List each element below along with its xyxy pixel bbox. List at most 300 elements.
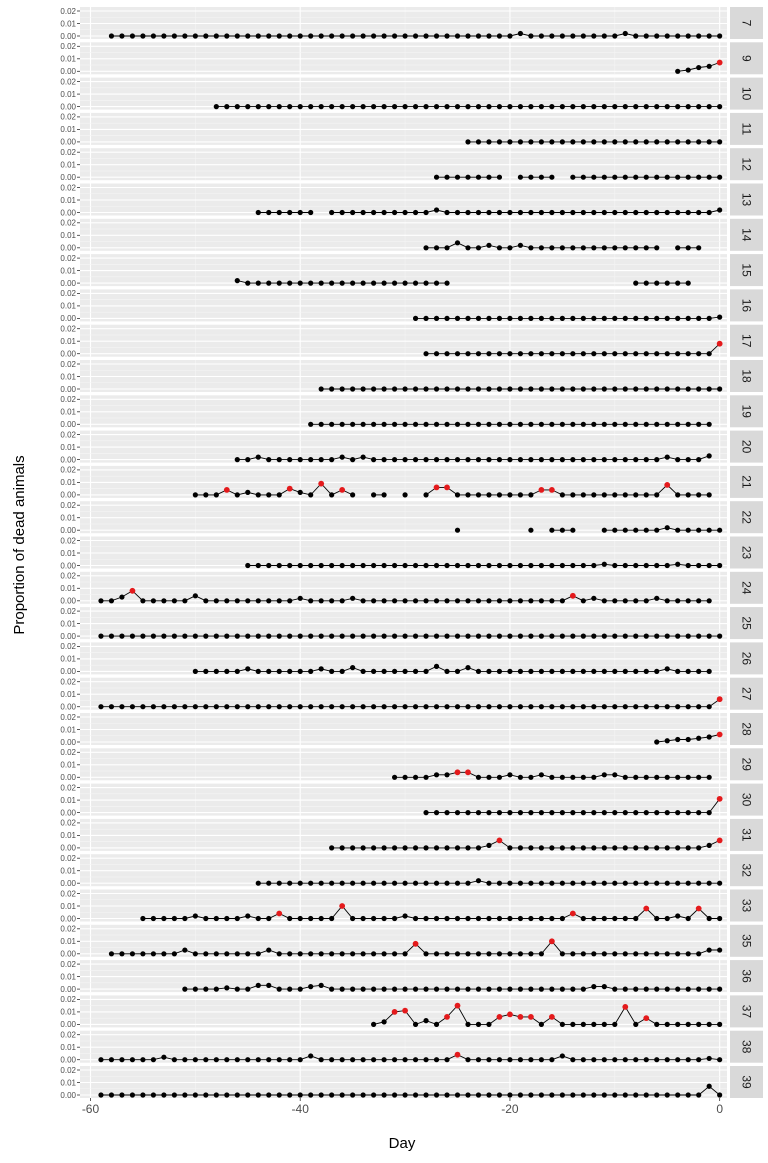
data-point	[235, 669, 240, 674]
data-point	[329, 457, 334, 462]
data-point	[497, 245, 502, 250]
data-point	[465, 422, 470, 427]
data-point	[382, 951, 387, 956]
data-point	[266, 634, 271, 639]
data-point	[675, 104, 680, 109]
data-point	[465, 104, 470, 109]
data-point	[455, 669, 460, 674]
data-point	[686, 139, 691, 144]
data-point	[560, 351, 565, 356]
data-point	[549, 210, 554, 215]
data-point	[245, 666, 250, 671]
data-point	[434, 881, 439, 886]
data-point	[665, 845, 670, 850]
data-point	[256, 563, 261, 568]
data-point	[644, 104, 649, 109]
data-point-peak	[413, 941, 419, 947]
data-point	[623, 987, 628, 992]
data-point	[319, 563, 324, 568]
data-point-peak	[717, 341, 723, 347]
data-point	[581, 775, 586, 780]
data-point	[612, 33, 617, 38]
data-point	[717, 881, 722, 886]
y-tick-label: 0.00	[60, 984, 76, 994]
data-point	[193, 634, 198, 639]
data-point	[528, 810, 533, 815]
data-point	[528, 245, 533, 250]
data-point	[528, 139, 533, 144]
data-point	[570, 351, 575, 356]
data-point	[507, 386, 512, 391]
data-point	[402, 775, 407, 780]
y-tick-label: 0.01	[60, 160, 76, 170]
data-point	[612, 563, 617, 568]
data-point	[455, 951, 460, 956]
data-point	[612, 210, 617, 215]
data-point	[455, 316, 460, 321]
data-point	[193, 593, 198, 598]
data-point	[560, 916, 565, 921]
strip-label: 16	[739, 298, 754, 313]
data-point	[413, 316, 418, 321]
data-point	[675, 69, 680, 74]
data-point	[654, 704, 659, 709]
strip-label: 22	[739, 510, 754, 524]
data-point	[455, 845, 460, 850]
data-point	[434, 1022, 439, 1027]
data-point	[465, 665, 470, 670]
data-point	[602, 881, 607, 886]
data-point	[319, 983, 324, 988]
data-point	[507, 422, 512, 427]
data-point	[455, 563, 460, 568]
data-point	[539, 351, 544, 356]
data-point	[591, 1022, 596, 1027]
data-point	[612, 175, 617, 180]
data-point	[444, 386, 449, 391]
data-point	[497, 457, 502, 462]
data-point	[665, 210, 670, 215]
data-point	[476, 1092, 481, 1097]
data-point	[413, 210, 418, 215]
data-point	[476, 987, 481, 992]
data-point	[486, 33, 491, 38]
data-point	[717, 1022, 722, 1027]
data-point	[256, 492, 261, 497]
data-point-peak	[643, 906, 649, 912]
data-point	[486, 563, 491, 568]
data-point	[686, 845, 691, 850]
data-point	[507, 1057, 512, 1062]
data-point	[665, 104, 670, 109]
data-point	[193, 492, 198, 497]
data-point	[633, 492, 638, 497]
data-point	[507, 457, 512, 462]
data-point	[423, 669, 428, 674]
data-point	[549, 916, 554, 921]
data-point	[654, 386, 659, 391]
data-point	[497, 1057, 502, 1062]
data-point	[591, 845, 596, 850]
data-point	[182, 916, 187, 921]
data-point	[686, 669, 691, 674]
data-point	[539, 669, 544, 674]
data-point	[245, 951, 250, 956]
data-point-peak	[570, 911, 576, 917]
y-tick-label: 0.01	[60, 1078, 76, 1088]
data-point	[507, 881, 512, 886]
data-point	[623, 1057, 628, 1062]
data-point	[518, 704, 523, 709]
data-point	[518, 457, 523, 462]
data-point	[602, 33, 607, 38]
data-point	[476, 457, 481, 462]
y-tick-label: 0.00	[60, 843, 76, 853]
strip-label: 23	[739, 545, 754, 560]
data-point	[161, 704, 166, 709]
data-point	[371, 457, 376, 462]
data-point	[602, 316, 607, 321]
data-point-peak	[549, 1014, 555, 1020]
data-point	[696, 634, 701, 639]
data-point	[444, 33, 449, 38]
data-point	[224, 1057, 229, 1062]
data-point	[423, 210, 428, 215]
data-point	[570, 845, 575, 850]
data-point	[581, 598, 586, 603]
data-point	[434, 810, 439, 815]
data-point	[392, 281, 397, 286]
data-point	[109, 634, 114, 639]
data-point	[497, 104, 502, 109]
data-point	[140, 1057, 145, 1062]
data-point	[518, 243, 523, 248]
data-point	[423, 1092, 428, 1097]
data-point	[476, 775, 481, 780]
strip-label: 31	[739, 828, 754, 842]
data-point	[340, 1057, 345, 1062]
data-point	[402, 457, 407, 462]
data-point	[686, 775, 691, 780]
data-point	[581, 492, 586, 497]
data-point	[402, 845, 407, 850]
data-point	[528, 563, 533, 568]
data-point	[434, 664, 439, 669]
data-point	[224, 916, 229, 921]
data-point	[654, 951, 659, 956]
y-tick-label: 0.02	[60, 359, 76, 369]
data-point	[235, 278, 240, 283]
data-point	[444, 281, 449, 286]
y-tick-label: 0.02	[60, 77, 76, 87]
data-point	[277, 33, 282, 38]
data-point	[350, 881, 355, 886]
data-point	[329, 104, 334, 109]
data-point	[560, 139, 565, 144]
data-point	[465, 33, 470, 38]
strip-label: 20	[739, 439, 754, 454]
data-point	[182, 987, 187, 992]
data-point	[665, 810, 670, 815]
data-point	[350, 457, 355, 462]
data-point	[214, 598, 219, 603]
data-point	[486, 987, 491, 992]
strip-label: 38	[739, 1040, 754, 1054]
data-point	[130, 33, 135, 38]
data-point	[570, 810, 575, 815]
data-point	[382, 845, 387, 850]
data-point	[298, 916, 303, 921]
y-tick-label: 0.00	[60, 773, 76, 783]
data-point	[130, 704, 135, 709]
data-point	[602, 210, 607, 215]
data-point	[707, 528, 712, 533]
data-point	[319, 422, 324, 427]
data-point	[686, 704, 691, 709]
y-tick-label: 0.02	[60, 995, 76, 1005]
data-point	[686, 386, 691, 391]
data-point	[98, 704, 103, 709]
data-point	[402, 386, 407, 391]
data-point	[591, 175, 596, 180]
data-point	[413, 598, 418, 603]
data-point	[287, 669, 292, 674]
data-point	[549, 245, 554, 250]
data-point	[423, 845, 428, 850]
data-point	[696, 736, 701, 741]
data-point	[172, 951, 177, 956]
data-point	[444, 704, 449, 709]
y-tick-label: 0.00	[60, 490, 76, 500]
data-point	[161, 1092, 166, 1097]
data-point	[329, 33, 334, 38]
data-point	[266, 281, 271, 286]
data-point	[245, 104, 250, 109]
y-tick-label: 0.00	[60, 879, 76, 888]
data-point	[287, 281, 292, 286]
data-point	[591, 245, 596, 250]
data-point	[350, 845, 355, 850]
data-point	[539, 881, 544, 886]
data-point	[560, 33, 565, 38]
y-tick-label: 0.01	[60, 337, 76, 346]
data-point	[528, 598, 533, 603]
data-point	[654, 316, 659, 321]
data-point	[665, 916, 670, 921]
data-point	[402, 210, 407, 215]
strip-label: 9	[739, 54, 754, 62]
data-point	[623, 104, 628, 109]
data-point	[119, 1092, 124, 1097]
data-point	[256, 1057, 261, 1062]
data-point	[109, 951, 114, 956]
data-point	[570, 245, 575, 250]
data-point	[570, 563, 575, 568]
data-point	[308, 457, 313, 462]
y-tick-label: 0.01	[60, 372, 76, 382]
data-point	[476, 139, 481, 144]
data-point	[465, 951, 470, 956]
panel-9	[60, 42, 763, 76]
data-point	[392, 634, 397, 639]
data-point-peak	[717, 60, 723, 66]
data-point	[560, 775, 565, 780]
y-tick-label: 0.00	[60, 1020, 76, 1030]
data-point	[256, 881, 261, 886]
data-point	[591, 984, 596, 989]
data-point	[266, 983, 271, 988]
data-point-peak	[518, 1014, 524, 1020]
y-tick-label: 0.01	[60, 831, 76, 841]
data-point	[235, 1092, 240, 1097]
data-point	[518, 422, 523, 427]
data-point	[518, 916, 523, 921]
data-point	[172, 33, 177, 38]
data-point	[465, 987, 470, 992]
data-point	[256, 281, 261, 286]
data-point	[518, 175, 523, 180]
y-tick-label: 0.02	[60, 818, 76, 828]
data-point	[560, 810, 565, 815]
data-point	[287, 987, 292, 992]
data-point	[308, 1092, 313, 1097]
data-point-peak	[549, 487, 555, 493]
data-point	[476, 492, 481, 497]
data-point	[707, 33, 712, 38]
data-point	[486, 386, 491, 391]
data-point	[382, 210, 387, 215]
data-point	[350, 916, 355, 921]
data-point	[696, 65, 701, 70]
data-point	[591, 951, 596, 956]
data-point	[539, 422, 544, 427]
y-tick-label: 0.02	[60, 430, 76, 440]
data-point	[361, 210, 366, 215]
data-point	[623, 669, 628, 674]
strip-label: 21	[739, 475, 754, 489]
data-point	[654, 739, 659, 744]
data-point	[612, 772, 617, 777]
data-point	[350, 665, 355, 670]
data-point	[549, 775, 554, 780]
data-point	[633, 916, 638, 921]
data-point	[497, 810, 502, 815]
data-point	[644, 951, 649, 956]
data-point	[497, 33, 502, 38]
data-point	[476, 669, 481, 674]
data-point	[371, 281, 376, 286]
data-point	[287, 916, 292, 921]
data-point	[423, 492, 428, 497]
data-point	[319, 634, 324, 639]
data-point	[423, 881, 428, 886]
data-point	[392, 881, 397, 886]
data-point-peak	[339, 487, 345, 493]
strip-label: 17	[739, 334, 754, 348]
data-point	[455, 457, 460, 462]
y-tick-label: 0.02	[60, 924, 76, 934]
data-point	[707, 492, 712, 497]
y-tick-label: 0.02	[60, 854, 76, 863]
data-point	[528, 951, 533, 956]
data-point	[402, 563, 407, 568]
data-point	[528, 669, 533, 674]
data-point	[686, 563, 691, 568]
data-point	[717, 315, 722, 320]
data-point	[245, 563, 250, 568]
data-point	[382, 563, 387, 568]
data-point-peak	[465, 769, 471, 775]
data-point	[581, 33, 586, 38]
panel-7	[60, 7, 763, 41]
data-point	[444, 104, 449, 109]
data-point	[413, 386, 418, 391]
data-point	[654, 634, 659, 639]
data-point	[602, 772, 607, 777]
data-point	[528, 704, 533, 709]
data-point	[444, 1092, 449, 1097]
data-point	[308, 984, 313, 989]
data-point	[486, 139, 491, 144]
data-point	[434, 704, 439, 709]
data-point	[361, 386, 366, 391]
strip-label: 25	[739, 616, 754, 630]
data-point	[707, 64, 712, 69]
data-point	[214, 33, 219, 38]
data-point	[151, 916, 156, 921]
data-point	[486, 1092, 491, 1097]
data-point	[623, 845, 628, 850]
data-point	[654, 1057, 659, 1062]
data-point	[675, 1092, 680, 1097]
data-point	[497, 916, 502, 921]
data-point	[560, 704, 565, 709]
data-point	[497, 1092, 502, 1097]
data-point	[518, 1092, 523, 1097]
data-point	[602, 704, 607, 709]
data-point	[402, 704, 407, 709]
data-point	[707, 1084, 712, 1089]
data-point	[486, 951, 491, 956]
data-point	[235, 634, 240, 639]
data-point	[214, 1057, 219, 1062]
strip-label: 29	[739, 757, 754, 771]
data-point	[717, 1057, 722, 1062]
data-point	[203, 598, 208, 603]
data-point	[696, 210, 701, 215]
data-point	[696, 775, 701, 780]
data-point	[151, 951, 156, 956]
data-point	[581, 457, 586, 462]
data-point	[623, 422, 628, 427]
data-point	[686, 598, 691, 603]
data-point	[633, 528, 638, 533]
data-point	[633, 704, 638, 709]
y-tick-label: 0.00	[60, 420, 76, 430]
data-point	[444, 916, 449, 921]
data-point	[402, 598, 407, 603]
data-point	[633, 845, 638, 850]
data-point	[119, 594, 124, 599]
data-point	[696, 845, 701, 850]
data-point	[528, 175, 533, 180]
data-point	[644, 210, 649, 215]
data-point	[423, 33, 428, 38]
y-tick-label: 0.02	[60, 1065, 76, 1075]
data-point	[560, 598, 565, 603]
data-point	[497, 704, 502, 709]
data-point	[245, 987, 250, 992]
